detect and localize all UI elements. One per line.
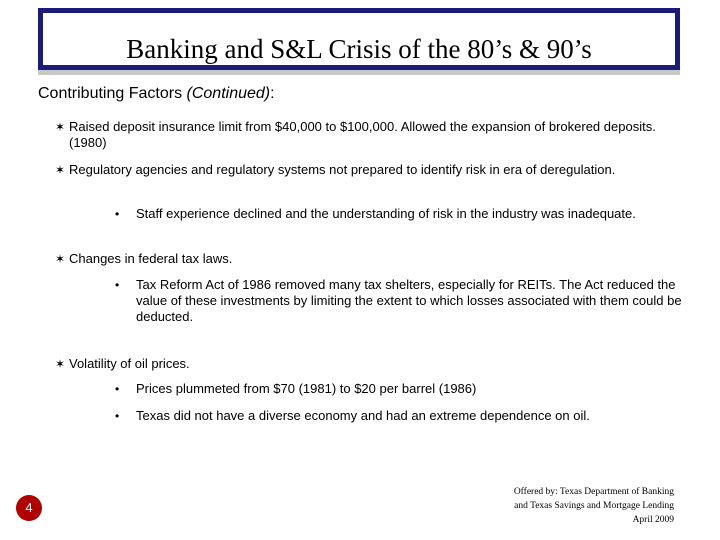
dot-bullet-icon: •: [115, 382, 120, 396]
star-bullet-icon: ✶: [55, 120, 66, 134]
credit-line: April 2009: [632, 515, 674, 525]
title-box: [38, 8, 680, 70]
bullet-text: Texas did not have a diverse economy and had an extreme dependence on oil.: [136, 408, 590, 423]
bullet-text: Volatility of oil prices.: [69, 356, 190, 371]
section-heading-suffix: :: [270, 85, 275, 102]
bullet-regulatory-agencies: [55, 162, 690, 178]
bullet-text: Regulatory agencies and regulatory systems not prepared to identify risk in era of deregulation.: [69, 162, 616, 177]
section-heading-main: Contributing Factors: [38, 85, 187, 102]
section-heading-emphasis: (Continued): [186, 85, 271, 102]
bullet-tax-laws: [55, 251, 690, 267]
section-heading: [38, 84, 275, 104]
star-bullet-icon: ✶: [55, 163, 66, 177]
bullet-text: Staff experience declined and the understanding of risk in the industry was inadequate.: [136, 206, 636, 221]
credit-line: and Texas Savings and Mortgage Lending: [514, 501, 674, 511]
dot-bullet-icon: •: [115, 207, 120, 221]
dot-bullet-icon: •: [115, 278, 120, 292]
page-number-badge: 4: [16, 495, 42, 521]
dot-bullet-icon: •: [115, 409, 120, 423]
bullet-deposit-insurance: [55, 119, 690, 151]
credit-footer: [514, 485, 674, 527]
sub-bullet-prices-plummeted: [115, 381, 690, 397]
sub-bullet-texas-economy: [115, 408, 690, 424]
bullet-oil-prices: [55, 356, 690, 372]
title-shadow-bar: [38, 70, 680, 75]
credit-line: Offered by: Texas Department of Banking: [513, 487, 674, 497]
bullet-text: Tax Reform Act of 1986 removed many tax shelters, especially for REITs. The Act reduced the value of these investments by limiting the extent to which losses associated with them could be deducted.: [136, 277, 682, 324]
bullet-text: Prices plummeted from $70 (1981) to $20 per barrel (1986): [136, 381, 477, 396]
bullet-text: Raised deposit insurance limit from $40,000 to $100,000. Allowed the expansion of brokered deposits. (1980): [69, 119, 656, 150]
star-bullet-icon: ✶: [55, 357, 66, 371]
bullet-text: Changes in federal tax laws.: [69, 251, 233, 266]
slide-title: Banking and S&L Crisis of the 80’s & 90’s: [126, 34, 592, 64]
sub-bullet-staff-experience: [115, 206, 690, 222]
sub-bullet-tax-reform: [115, 277, 690, 325]
star-bullet-icon: ✶: [55, 252, 66, 266]
